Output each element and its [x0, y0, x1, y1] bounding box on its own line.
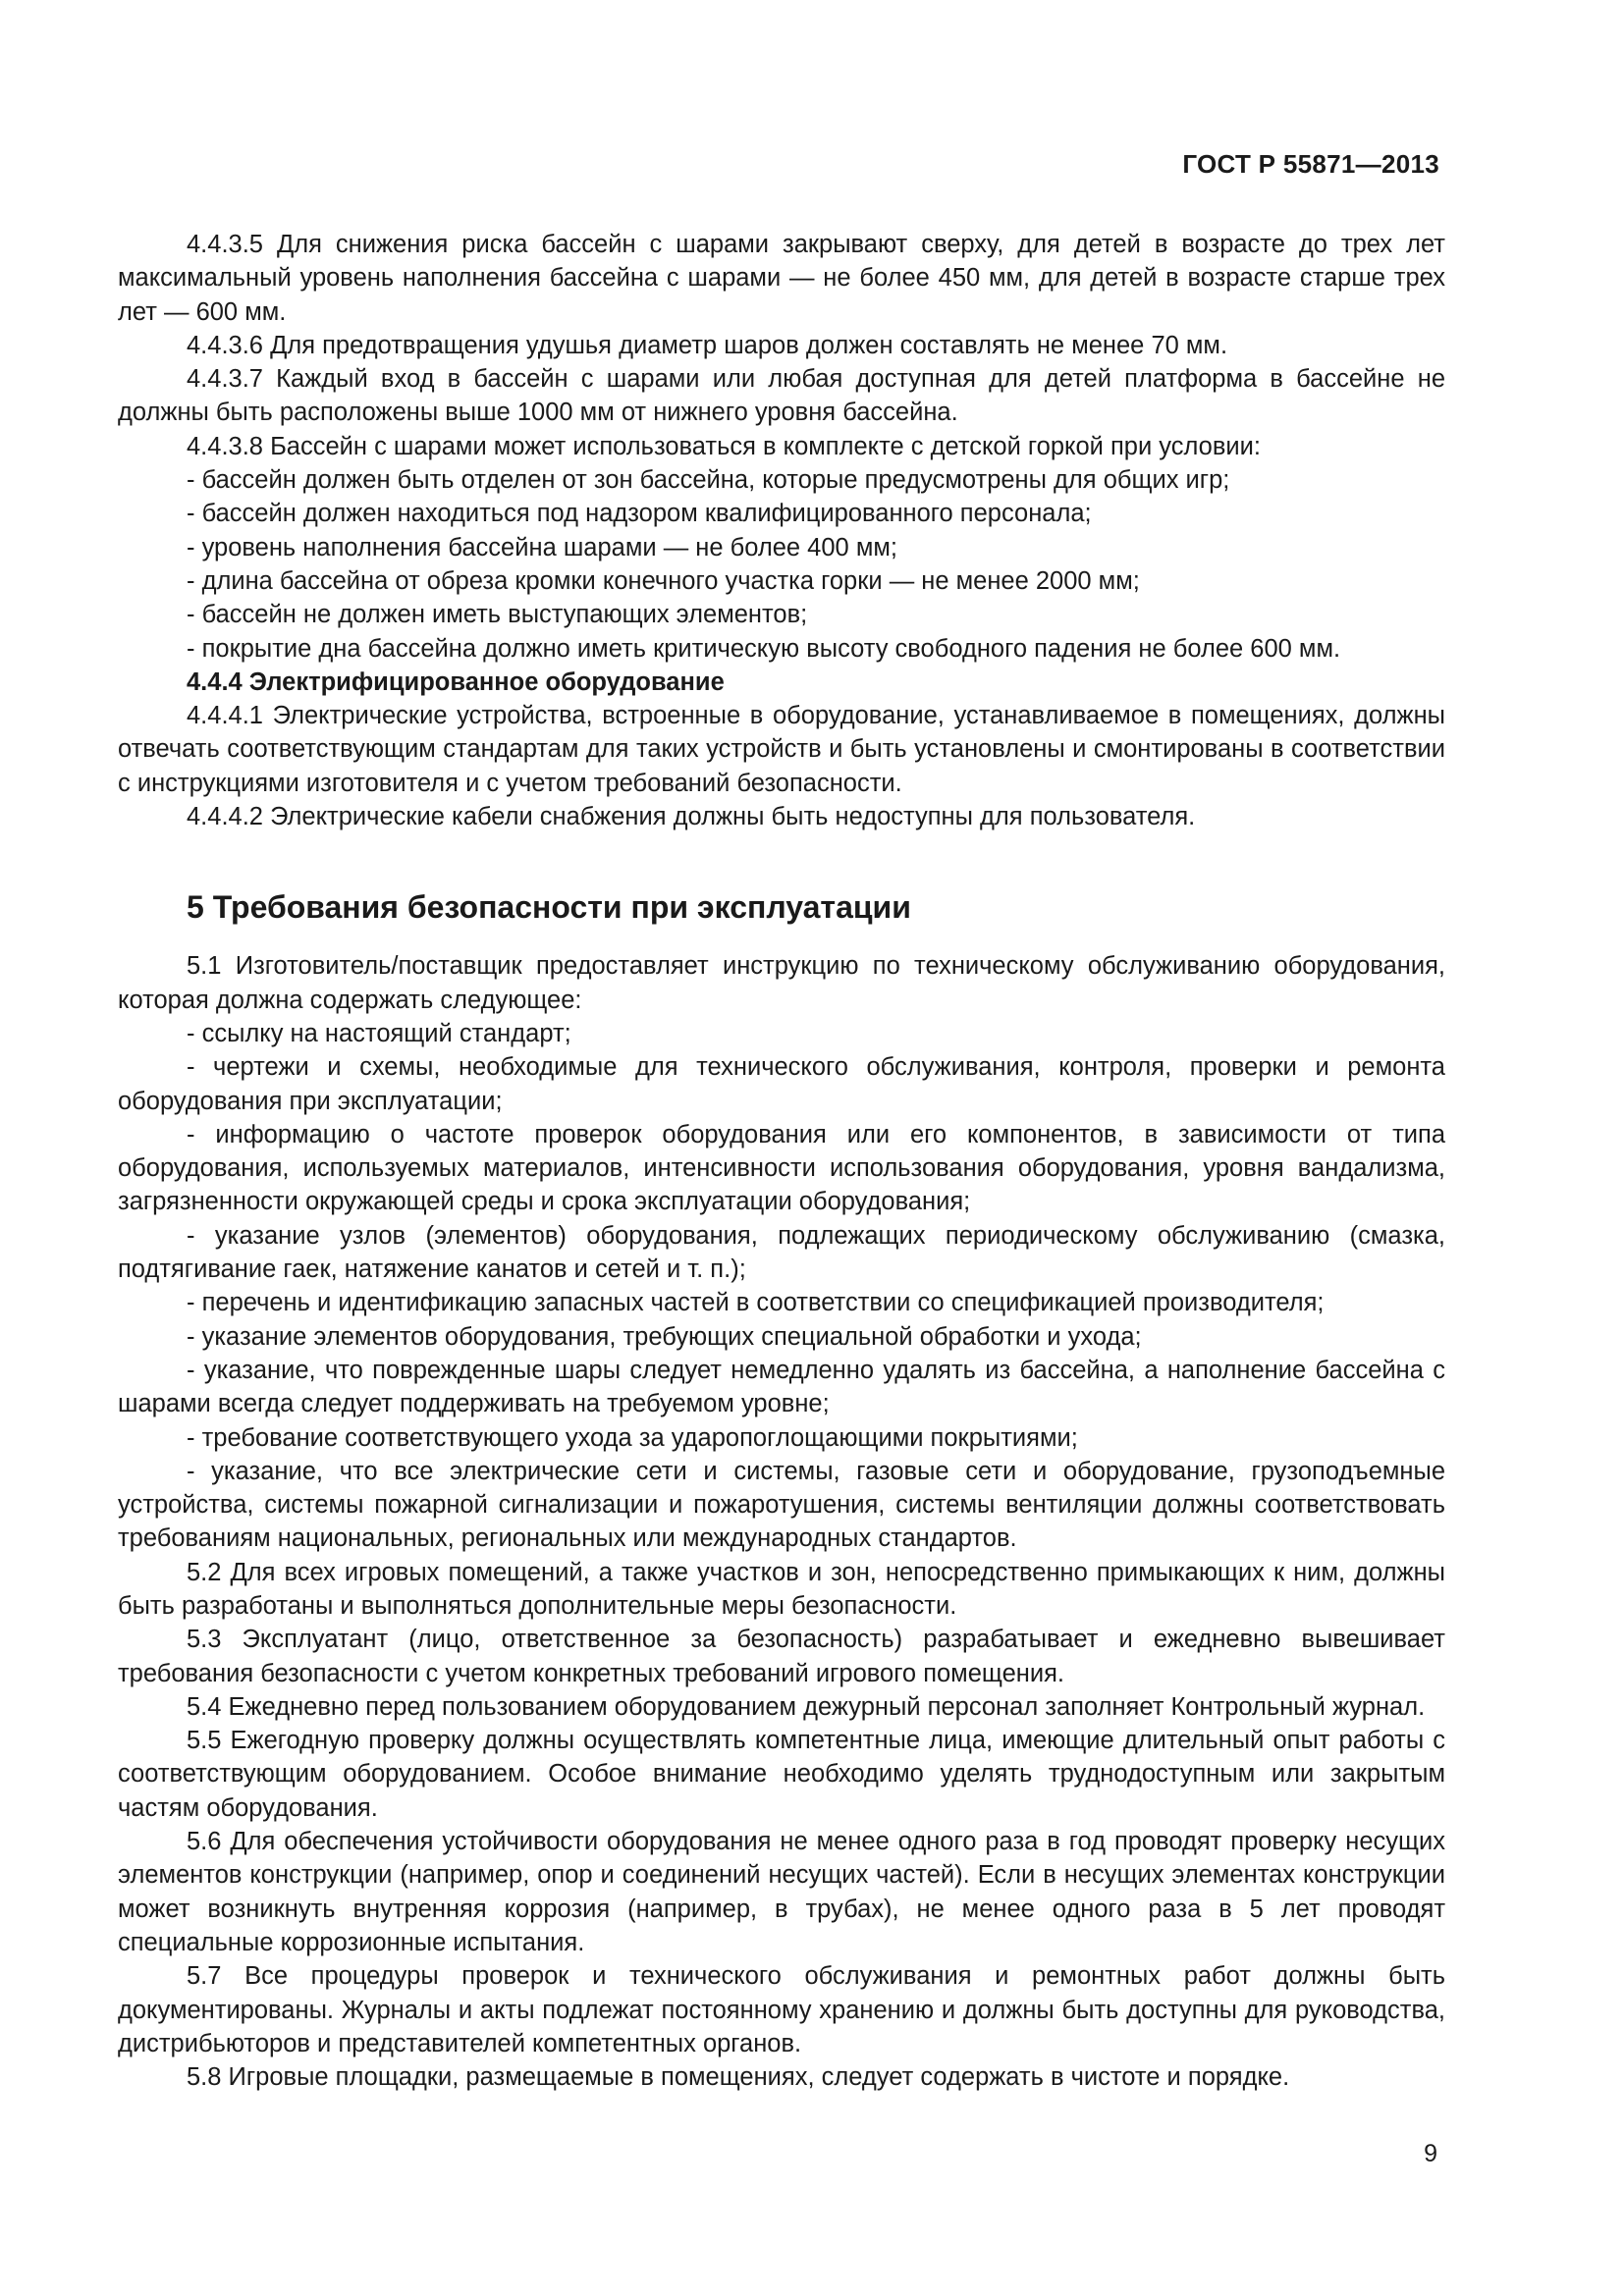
list-item: - бассейн не должен иметь выступающих элементов; — [187, 601, 808, 629]
list-item: - бассейн должен находиться под надзором квалифицированного персонала; — [187, 500, 1092, 528]
section-4-4-3 — [118, 228, 1445, 666]
paragraph: 4.4.3.5 Для снижения риска бассейн с шарами закрывают сверху, для детей в возрасте до трех лет максимальный уровень наполнения бассейна с шарами — не более 450 мм, для детей в возрасте старше трех лет — 600 мм. — [118, 231, 1445, 326]
list-item: - указание, что поврежденные шары следует немедленно удалять из бассейна, а наполнение бассейна с шарами всегда следует поддерживать на требуемом уровне; — [118, 1356, 1445, 1418]
paragraph: 5.6 Для обеспечения устойчивости оборудования не менее одного раза в год проводят проверку несущих элементов конструкции (например, опор и соединений несущих частей). Если в несущих элементах конструкции может возникнуть внутренняя коррозия (например, в трубах), не менее одного раза в 5 лет проводят специальные коррозионные испытания. — [118, 1828, 1445, 1956]
list-item: - указание, что все электрические сети и системы, газовые сети и оборудование, грузоподъемные устройства, системы пожарной сигнализации и пожаротушения, системы вентиляции должны соответствовать требованиям национальных, региональных или международных стандартов. — [118, 1457, 1445, 1553]
list-item: - требование соответствующего ухода за ударопоглощающими покрытиями; — [187, 1423, 1078, 1452]
list-item: - уровень наполнения бассейна шарами — не более 400 мм; — [187, 533, 897, 561]
paragraph: 5.1 Изготовитель/поставщик предоставляет инструкцию по техническому обслуживанию оборудования, которая должна содержать следующее: — [118, 952, 1445, 1014]
paragraph: 5.5 Ежегодную проверку должны осуществлять компетентные лица, имеющие длительный опыт работы с соответствующим оборудованием. Особое внимание необходимо уделять труднодоступным или закрытым частям оборудования. — [118, 1727, 1445, 1822]
section-title: 5 Требования безопасности при эксплуатации — [187, 889, 911, 926]
list-item: - длина бассейна от обреза кромки конечного участка горки — не менее 2000 мм; — [187, 566, 1140, 595]
subheading: 4.4.4 Электрифицированное оборудование — [187, 667, 725, 696]
list-item: - указание элементов оборудования, требующих специальной обработки и ухода; — [187, 1322, 1142, 1351]
paragraph: 5.7 Все процедуры проверок и технического обслуживания и ремонтных работ должны быть документированы. Журналы и акты подлежат постоянному хранению и должны быть доступны для руководства, дистрибьюторов и представителей компетентных органов. — [118, 1962, 1445, 2057]
paragraph: 5.8 Игровые площадки, размещаемые в помещениях, следует содержать в чистоте и порядке. — [187, 2063, 1290, 2092]
document-header: ГОСТ Р 55871—2013 — [1182, 149, 1439, 179]
section-4-4-4 — [118, 699, 1445, 833]
paragraph: 4.4.3.6 Для предотвращения удушья диаметр шаров должен составлять не менее 70 мм. — [187, 331, 1228, 359]
page-number: 9 — [1424, 2140, 1437, 2167]
section-5 — [118, 949, 1445, 2094]
list-item: - информацию о частоте проверок оборудования или его компонентов, в зависимости от типа оборудования, используемых материалов, интенсивности использования оборудования, уровня вандализма, загрязненности окружающей среды и срока эксплуатации оборудования; — [118, 1120, 1445, 1216]
list-item: - покрытие дна бассейна должно иметь критическую высоту свободного падения не более 600 мм. — [187, 634, 1341, 663]
paragraph: 5.4 Ежедневно перед пользованием оборудованием дежурный персонал заполняет Контрольный журнал. — [187, 1692, 1426, 1721]
paragraph: 4.4.3.8 Бассейн с шарами может использоваться в комплекте с детской горкой при условии: — [187, 432, 1261, 460]
list-item: - чертежи и схемы, необходимые для технического обслуживания, контроля, проверки и ремонта оборудования при эксплуатации; — [118, 1053, 1445, 1115]
list-item: - ссылку на настоящий стандарт; — [187, 1019, 571, 1047]
paragraph: 4.4.4.1 Электрические устройства, встроенные в оборудование, устанавливаемое в помещениях, должны отвечать соответствующим стандартам для таких устройств и быть установлены и смонтированы в соответствии с инструкциями изготовителя и с учетом требований безопасности. — [118, 702, 1445, 797]
page-content — [118, 228, 1445, 2094]
list-item: - перечень и идентификацию запасных частей в соответствии со спецификацией производителя; — [187, 1289, 1325, 1317]
paragraph: 5.2 Для всех игровых помещений, а также участков и зон, непосредственно примыкающих к ним, должны быть разработаны и выполняться дополнительные меры безопасности. — [118, 1558, 1445, 1620]
paragraph: 5.3 Эксплуатант (лицо, ответственное за безопасность) разрабатывает и ежедневно вывешивает требования безопасности с учетом конкретных требований игрового помещения. — [118, 1626, 1445, 1687]
paragraph: 4.4.3.7 Каждый вход в бассейн с шарами или любая доступная для детей платформа в бассейне не должны быть расположены выше 1000 мм от нижнего уровня бассейна. — [118, 365, 1445, 427]
list-item: - указание узлов (элементов) оборудования, подлежащих периодическому обслуживанию (смазка, подтягивание гаек, натяжение канатов и сетей и т. п.); — [118, 1221, 1445, 1284]
list-item: - бассейн должен быть отделен от зон бассейна, которые предусмотрены для общих игр; — [187, 466, 1230, 495]
paragraph: 4.4.4.2 Электрические кабели снабжения должны быть недоступны для пользователя. — [187, 803, 1196, 831]
